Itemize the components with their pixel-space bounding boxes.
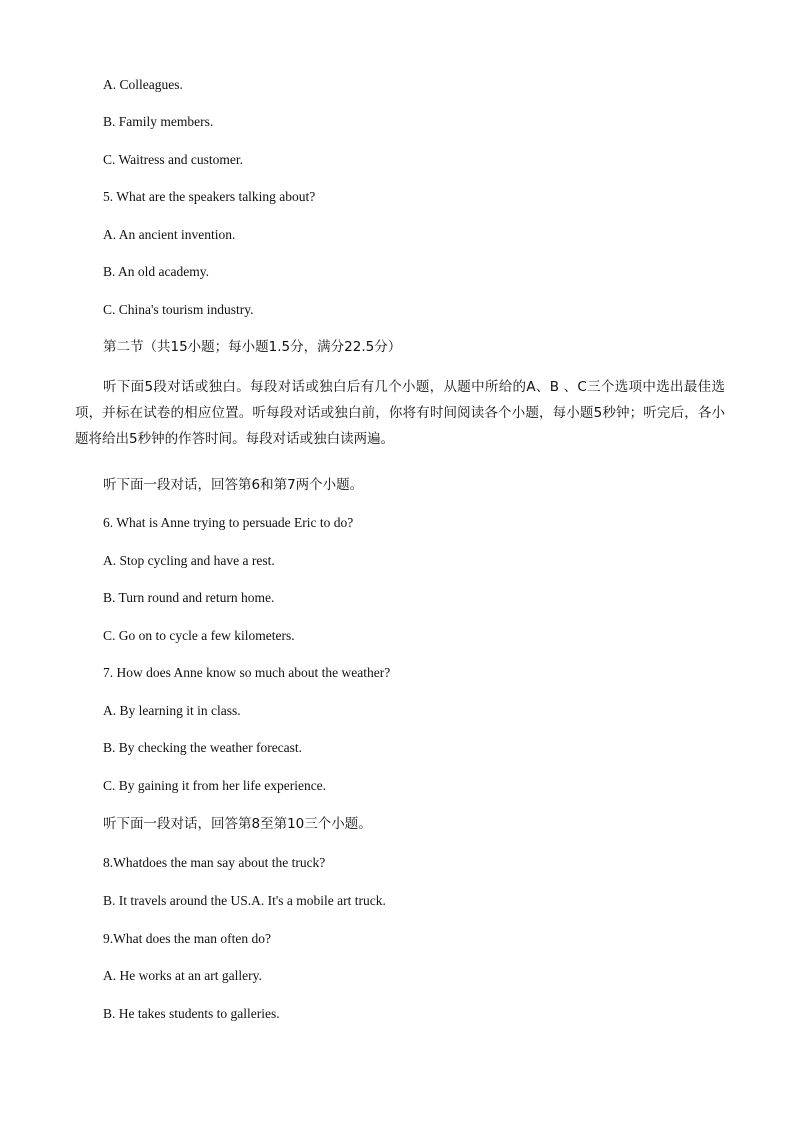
q7-option-a: A. By learning it in class.: [103, 703, 241, 718]
dialog2-intro: 听下面一段对话，回答第8至第10三个小题。: [103, 816, 372, 832]
q5-question: 5. What are the speakers talking about?: [103, 189, 316, 204]
section2-instructions: 听下面5段对话或独白。每段对话或独白后有几个小题，从题中所给的A、B 、C三个选项中选出最佳选项，并标在试卷的相应位置。听每段对话或独白前，你将有时间阅读各个小题，每小题5秒钟；听完后，各小题将给出5秒钟的作答时间。每段对话或独白读两遍。: [75, 379, 725, 447]
q8-question: 8.Whatdoes the man say about the truck?: [103, 855, 326, 870]
q6-question: 6. What is Anne trying to persuade Eric to do?: [103, 515, 354, 530]
q6-option-b: B. Turn round and return home.: [103, 590, 275, 605]
q7-question: 7. How does Anne know so much about the weather?: [103, 665, 391, 680]
q4-option-c: C. Waitress and customer.: [103, 152, 244, 167]
q5-option-c: C. China's tourism industry.: [103, 302, 254, 317]
section2-heading: 第二节（共15小题；每小题1.5分，满分22.5分）: [103, 339, 402, 355]
q9-question: 9.What does the man often do?: [103, 931, 271, 946]
q4-option-b: B. Family members.: [103, 114, 214, 129]
q9-option-a: A. He works at an art gallery.: [103, 968, 262, 983]
q5-option-a: A. An ancient invention.: [103, 227, 236, 242]
q4-option-a: A. Colleagues.: [103, 77, 183, 92]
q6-option-a: A. Stop cycling and have a rest.: [103, 553, 275, 568]
q7-option-c: C. By gaining it from her life experience.: [103, 778, 327, 793]
dialog1-intro: 听下面一段对话，回答第6和第7两个小题。: [103, 477, 364, 493]
q6-option-c: C. Go on to cycle a few kilometers.: [103, 628, 295, 643]
q5-option-b: B. An old academy.: [103, 264, 209, 279]
q7-option-b: B. By checking the weather forecast.: [103, 740, 303, 755]
q8-option-b: B. It travels around the US.A. It's a mobile art truck.: [103, 893, 386, 908]
q9-option-b: B. He takes students to galleries.: [103, 1006, 280, 1021]
